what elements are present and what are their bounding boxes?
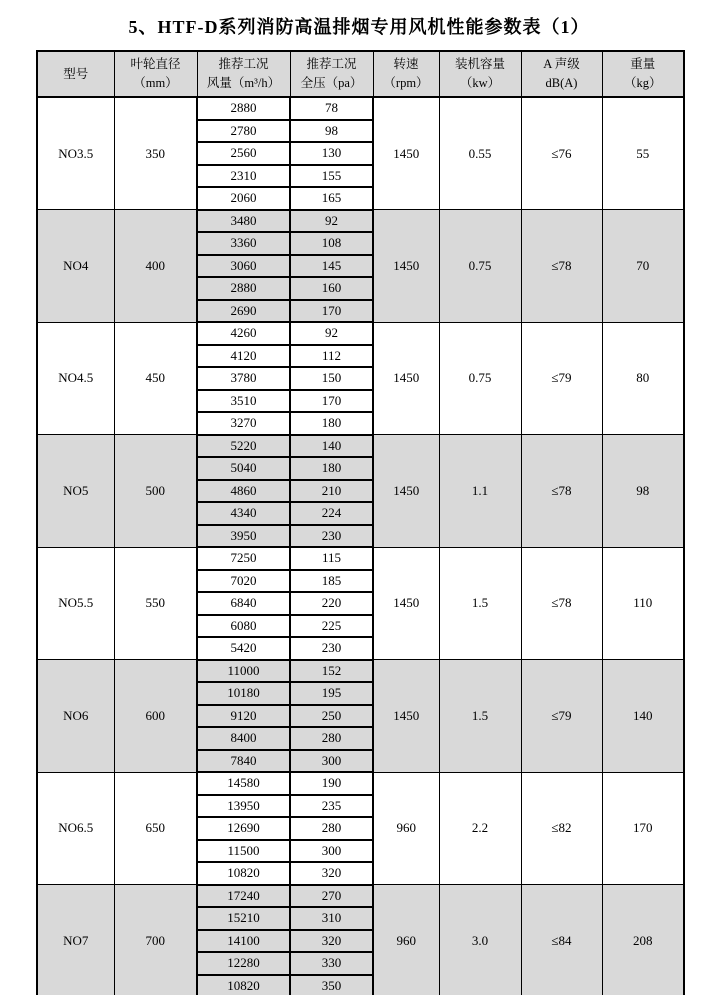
flow-cell: 4120 [197,345,290,368]
header-pressure-label: 推荐工况 [306,57,357,72]
header-diameter [114,51,197,97]
noise-cell: ≤78 [521,435,602,548]
noise-cell: ≤76 [521,97,602,210]
header-weight [602,51,684,97]
header-speed-label: 转速 [393,57,419,72]
pressure-cell: 320 [290,862,373,885]
flow-cell: 3480 [197,210,290,233]
pressure-cell: 160 [290,277,373,300]
model-cell: NO6 [37,660,114,773]
noise-cell: ≤79 [521,660,602,773]
diameter-cell: 700 [114,885,197,995]
power-cell: 2.2 [439,772,521,885]
flow-cell: 2560 [197,142,290,165]
flow-cell: 2310 [197,165,290,188]
table-row [37,322,684,345]
pressure-cell: 78 [290,97,373,120]
model-cell: NO7 [37,885,114,995]
table-row [37,547,684,570]
flow-cell: 2780 [197,120,290,143]
table-row [37,97,684,120]
speed-cell: 1450 [373,547,439,660]
pressure-cell: 150 [290,367,373,390]
pressure-cell: 185 [290,570,373,593]
weight-cell: 70 [602,210,684,323]
header-speed-unit: （rpm） [383,76,429,90]
table-row [37,435,684,458]
weight-cell: 98 [602,435,684,548]
pressure-cell: 140 [290,435,373,458]
header-weight-unit: （kg） [623,76,662,90]
flow-cell: 17240 [197,885,290,908]
flow-cell: 7020 [197,570,290,593]
pressure-cell: 190 [290,772,373,795]
table-body [37,97,684,995]
pressure-cell: 112 [290,345,373,368]
pressure-cell: 300 [290,750,373,773]
flow-cell: 15210 [197,907,290,930]
flow-cell: 5040 [197,457,290,480]
flow-cell: 6840 [197,592,290,615]
diameter-cell: 450 [114,322,197,435]
pressure-cell: 180 [290,457,373,480]
flow-cell: 12280 [197,952,290,975]
header-diameter-unit: （mm） [133,76,178,90]
flow-cell: 3060 [197,255,290,278]
header-flow [197,51,290,97]
flow-cell: 3270 [197,412,290,435]
flow-cell: 11000 [197,660,290,683]
header-power-label: 装机容量 [454,57,505,72]
header-noise-label: A 声级 [543,57,580,72]
flow-cell: 5420 [197,637,290,660]
diameter-cell: 500 [114,435,197,548]
power-cell: 3.0 [439,885,521,995]
flow-cell: 3780 [197,367,290,390]
pressure-cell: 130 [290,142,373,165]
header-speed [373,51,439,97]
power-cell: 1.5 [439,660,521,773]
diameter-cell: 550 [114,547,197,660]
flow-cell: 12690 [197,817,290,840]
table-row [37,885,684,908]
pressure-cell: 230 [290,525,373,548]
pressure-cell: 108 [290,232,373,255]
model-cell: NO3.5 [37,97,114,210]
pressure-cell: 270 [290,885,373,908]
model-cell: NO4.5 [37,322,114,435]
flow-cell: 10820 [197,975,290,995]
pressure-cell: 224 [290,502,373,525]
flow-cell: 3510 [197,390,290,413]
pressure-cell: 320 [290,930,373,953]
pressure-cell: 210 [290,480,373,503]
noise-cell: ≤78 [521,547,602,660]
weight-cell: 80 [602,322,684,435]
model-cell: NO6.5 [37,772,114,885]
pressure-cell: 152 [290,660,373,683]
header-flow-label: 推荐工况 [218,57,269,72]
speed-cell: 1450 [373,660,439,773]
pressure-cell: 195 [290,682,373,705]
diameter-cell: 650 [114,772,197,885]
header-power-unit: （kw） [459,76,501,90]
header-weight-label: 重量 [630,57,656,72]
weight-cell: 110 [602,547,684,660]
flow-cell: 6080 [197,615,290,638]
pressure-cell: 230 [290,637,373,660]
table-row [37,660,684,683]
pressure-cell: 92 [290,210,373,233]
pressure-cell: 115 [290,547,373,570]
diameter-cell: 350 [114,97,197,210]
flow-cell: 13950 [197,795,290,818]
header-pressure [290,51,373,97]
pressure-cell: 165 [290,187,373,210]
pressure-cell: 98 [290,120,373,143]
pressure-cell: 280 [290,817,373,840]
pressure-cell: 220 [290,592,373,615]
pressure-cell: 145 [290,255,373,278]
pressure-cell: 155 [290,165,373,188]
noise-cell: ≤82 [521,772,602,885]
pressure-cell: 350 [290,975,373,995]
flow-cell: 3360 [197,232,290,255]
pressure-cell: 250 [290,705,373,728]
header-noise [521,51,602,97]
speed-cell: 1450 [373,210,439,323]
flow-cell: 2880 [197,97,290,120]
noise-cell: ≤84 [521,885,602,995]
pressure-cell: 310 [290,907,373,930]
pressure-cell: 92 [290,322,373,345]
table-row [37,210,684,233]
weight-cell: 170 [602,772,684,885]
table-header [37,51,684,97]
pressure-cell: 170 [290,390,373,413]
power-cell: 1.5 [439,547,521,660]
model-cell: NO5 [37,435,114,548]
weight-cell: 55 [602,97,684,210]
flow-cell: 14580 [197,772,290,795]
pressure-cell: 330 [290,952,373,975]
page-title: 5、HTF-D系列消防高温排烟专用风机性能参数表（1） [128,17,590,37]
pressure-cell: 170 [290,300,373,323]
speed-cell: 960 [373,772,439,885]
power-cell: 0.75 [439,210,521,323]
model-cell: NO5.5 [37,547,114,660]
header-diameter-label: 叶轮直径 [130,57,181,72]
flow-cell: 10820 [197,862,290,885]
model-cell: NO4 [37,210,114,323]
flow-cell: 4340 [197,502,290,525]
flow-cell: 4860 [197,480,290,503]
speed-cell: 1450 [373,435,439,548]
flow-cell: 2690 [197,300,290,323]
header-model-label: 型号 [63,66,89,81]
header-row [37,51,684,97]
noise-cell: ≤78 [521,210,602,323]
diameter-cell: 600 [114,660,197,773]
flow-cell: 9120 [197,705,290,728]
diameter-cell: 400 [114,210,197,323]
noise-cell: ≤79 [521,322,602,435]
flow-cell: 3950 [197,525,290,548]
pressure-cell: 300 [290,840,373,863]
pressure-cell: 235 [290,795,373,818]
flow-cell: 8400 [197,727,290,750]
flow-cell: 5220 [197,435,290,458]
header-flow-unit: 风量（m³/h） [206,76,281,90]
speed-cell: 960 [373,885,439,995]
speed-cell: 1450 [373,97,439,210]
header-pressure-unit: 全压（pa） [300,76,363,90]
power-cell: 0.75 [439,322,521,435]
header-power [439,51,521,97]
flow-cell: 14100 [197,930,290,953]
pressure-cell: 180 [290,412,373,435]
header-model [37,51,114,97]
flow-cell: 4260 [197,322,290,345]
fan-performance-table [36,50,685,995]
pressure-cell: 280 [290,727,373,750]
speed-cell: 1450 [373,322,439,435]
flow-cell: 7840 [197,750,290,773]
weight-cell: 208 [602,885,684,995]
power-cell: 0.55 [439,97,521,210]
flow-cell: 11500 [197,840,290,863]
table-row [37,772,684,795]
flow-cell: 7250 [197,547,290,570]
weight-cell: 140 [602,660,684,773]
flow-cell: 2060 [197,187,290,210]
flow-cell: 2880 [197,277,290,300]
power-cell: 1.1 [439,435,521,548]
pressure-cell: 225 [290,615,373,638]
header-noise-unit: dB(A) [545,76,578,90]
flow-cell: 10180 [197,682,290,705]
